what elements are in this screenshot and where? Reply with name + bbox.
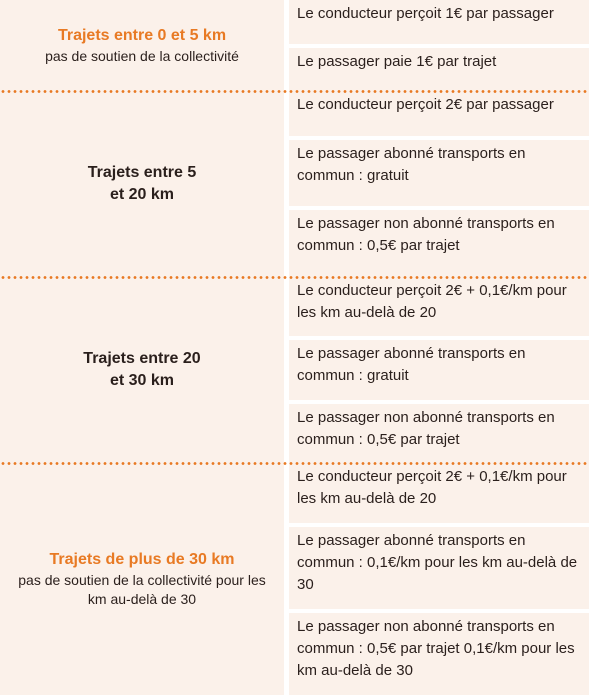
rule-cell: Le passager non abonné transports en commun : 0,5€ par trajet 0,1€/km pour les km au-delà de 30 — [289, 613, 589, 695]
rule-cell: Le passager abonné transports en commun : gratuit — [289, 140, 589, 207]
section-header-20-30km — [0, 277, 289, 463]
rule-cell: Le passager abonné transports en commun : 0,1€/km pour les km au-delà de 30 — [289, 527, 589, 609]
dotted-separator — [0, 276, 589, 279]
section-subtitle: pas de soutien de la collectivité — [45, 48, 239, 64]
section-rules-30plus-km — [289, 463, 589, 695]
section-rules-5-20km — [289, 91, 589, 277]
section-title: Trajets entre 20 et 30 km — [83, 350, 201, 389]
rule-cell: Le passager paie 1€ par trajet — [289, 48, 589, 92]
section-header-30plus-km — [0, 463, 289, 695]
section-rules-20-30km — [289, 277, 589, 463]
section-title: Trajets de plus de 30 km — [49, 551, 235, 568]
section-subtitle: pas de soutien de la collectivité pour les km au-delà de 30 — [18, 572, 266, 607]
rule-cell: Le passager abonné transports en commun : gratuit — [289, 340, 589, 399]
rule-cell: Le conducteur perçoit 1€ par passager — [289, 0, 589, 44]
dotted-separator — [0, 462, 589, 465]
rule-cell: Le conducteur perçoit 2€ par passager — [289, 91, 589, 136]
rule-cell: Le conducteur perçoit 2€ + 0,1€/km pour les km au-delà de 20 — [289, 277, 589, 336]
section-header-0-5km — [0, 0, 289, 91]
rule-cell: Le conducteur perçoit 2€ + 0,1€/km pour les km au-delà de 20 — [289, 463, 589, 523]
section-rules-0-5km — [289, 0, 589, 91]
rule-cell: Le passager non abonné transports en commun : 0,5€ par trajet — [289, 404, 589, 463]
section-header-5-20km — [0, 91, 289, 277]
rule-cell: Le passager non abonné transports en commun : 0,5€ par trajet — [289, 210, 589, 277]
section-title: Trajets entre 0 et 5 km — [57, 27, 227, 44]
dotted-separator — [0, 90, 589, 93]
section-title: Trajets entre 5 et 20 km — [87, 164, 197, 203]
